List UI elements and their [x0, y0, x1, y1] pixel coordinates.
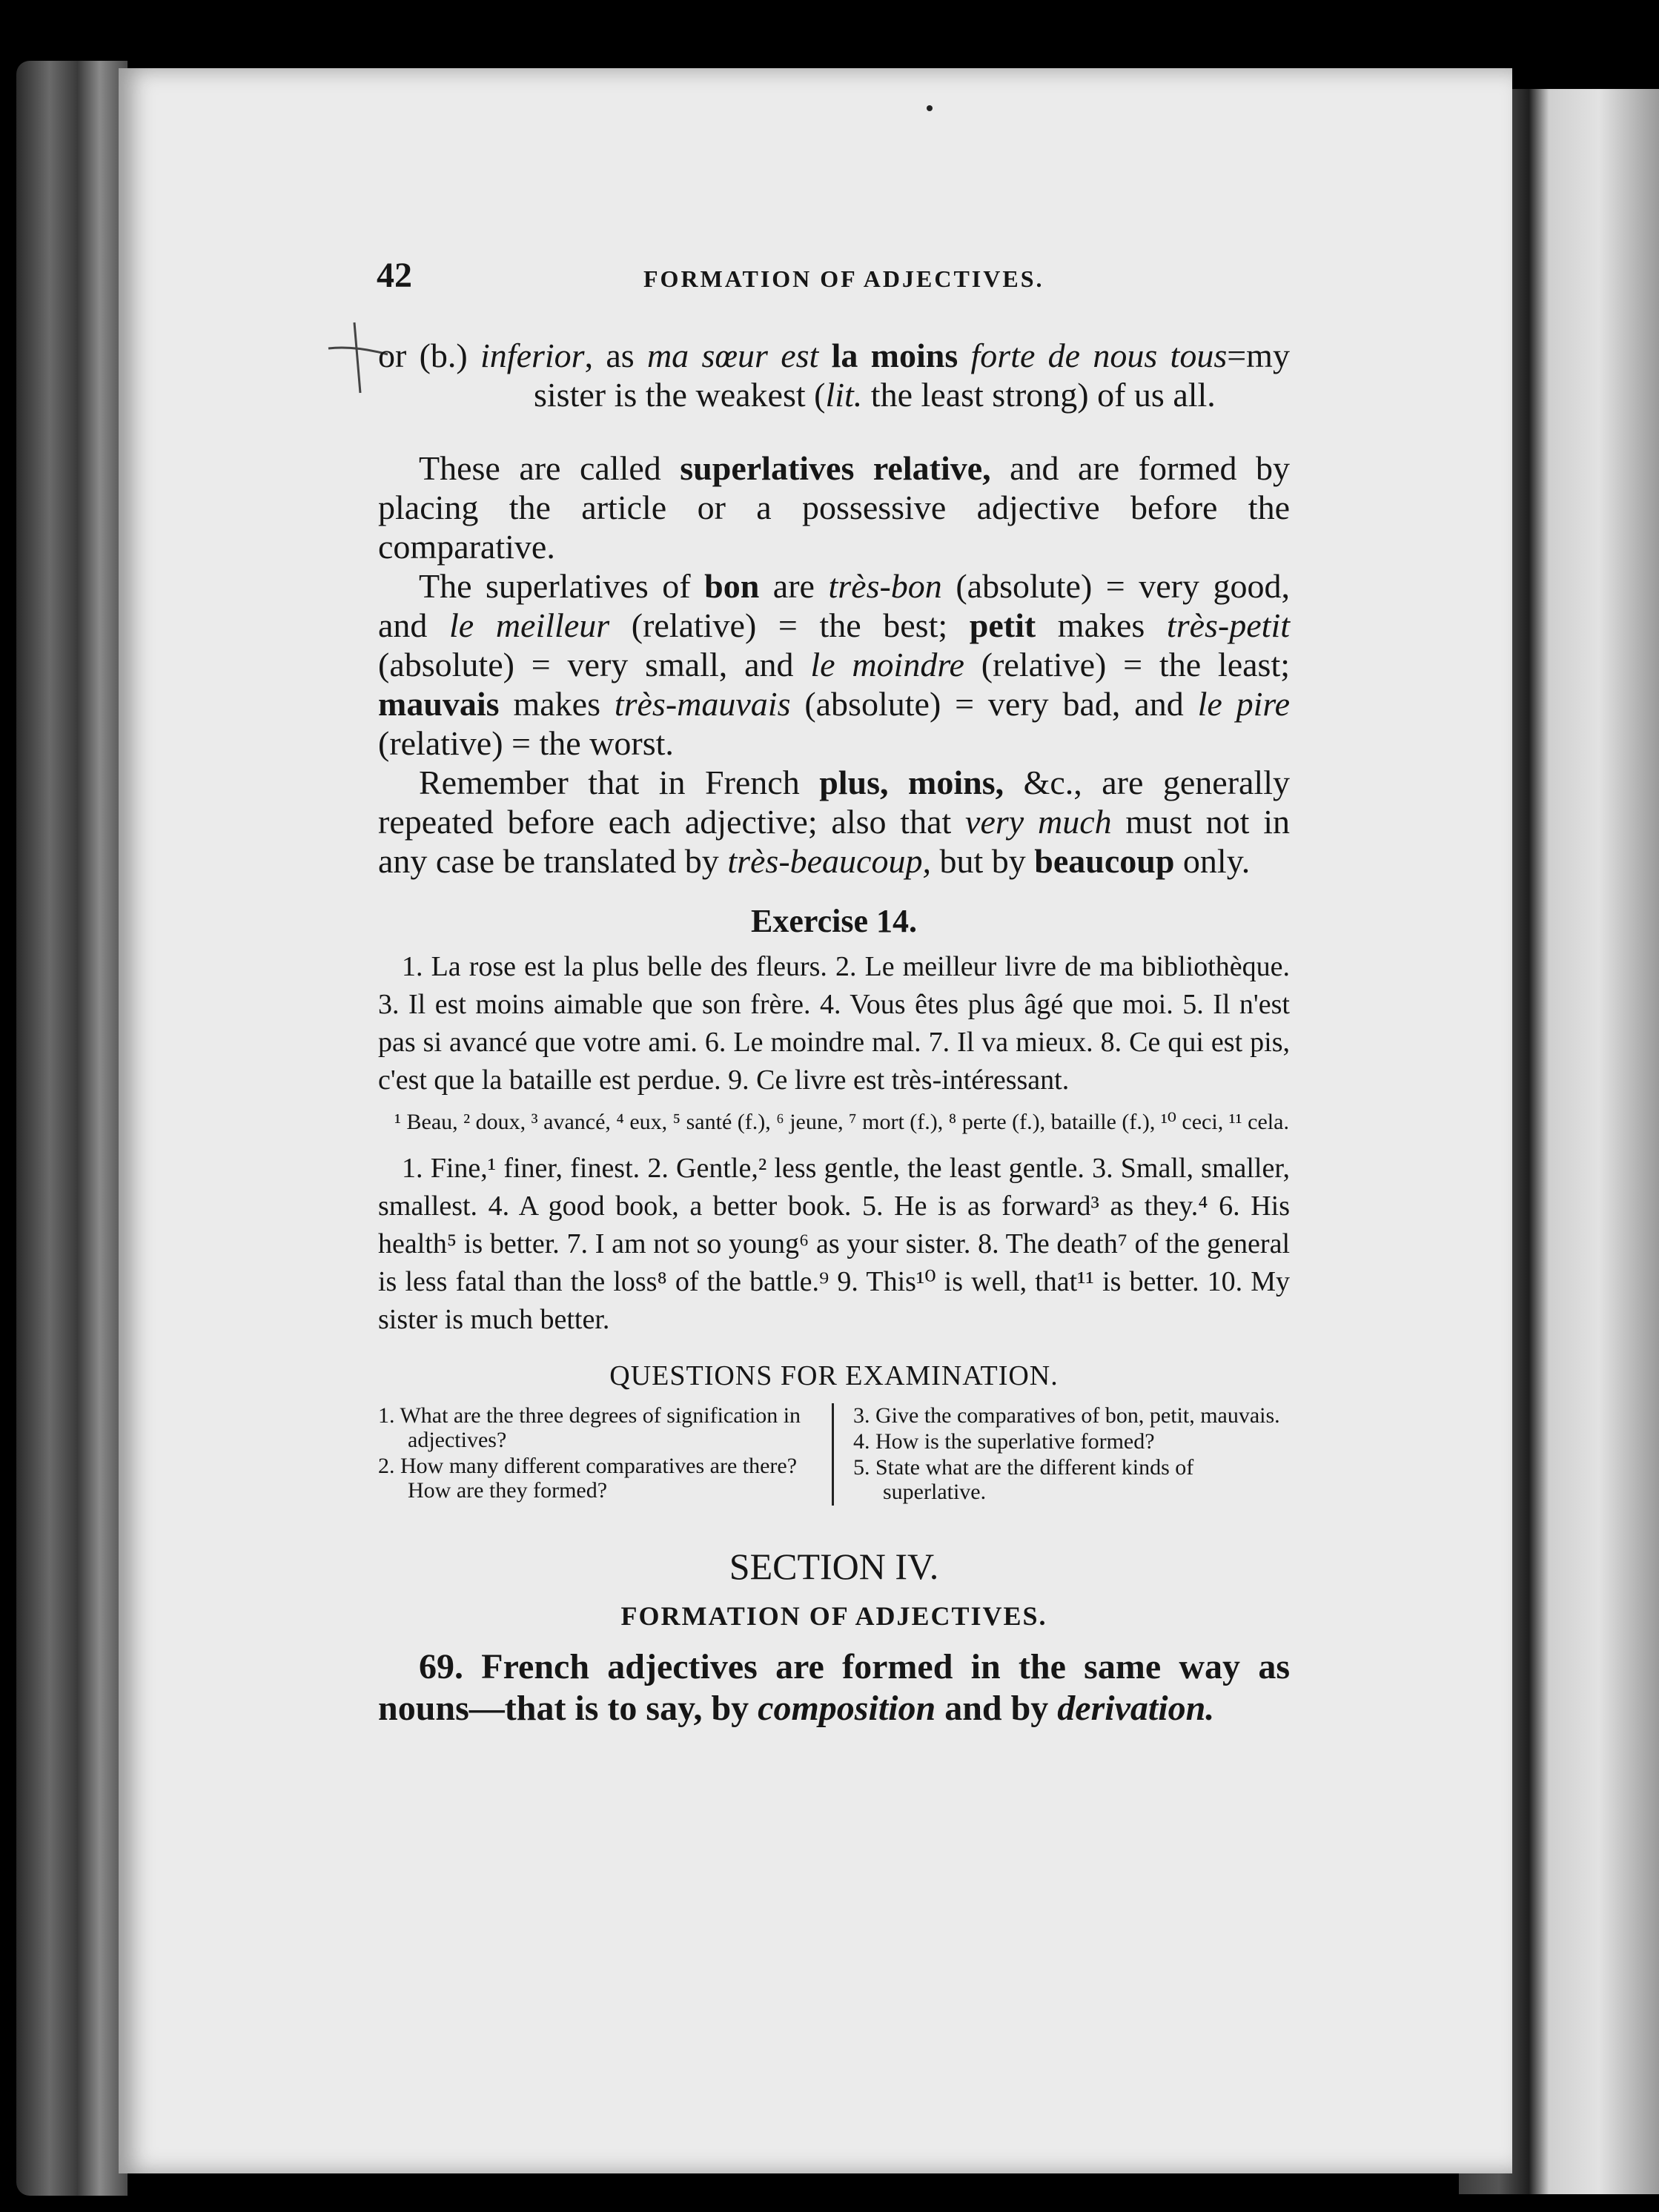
- text: (relative) = the worst.: [378, 724, 674, 762]
- text: mauvais: [378, 685, 500, 723]
- question-item: 2. How many different comparatives are there? How are they formed?: [378, 1454, 798, 1503]
- text: derivation.: [1057, 1689, 1215, 1728]
- section-heading: SECTION IV.: [729, 1546, 939, 1587]
- running-title: FORMATION OF ADJECTIVES.: [643, 265, 1044, 292]
- text: very much: [965, 803, 1112, 841]
- text: (absolute) = very bad, and: [790, 685, 1198, 723]
- question-item: 4. How is the superlative formed?: [853, 1429, 1155, 1454]
- text: très-beaucoup,: [727, 842, 931, 880]
- text: Remember that in French: [419, 764, 820, 801]
- questions-left-column: [378, 1403, 834, 1506]
- paragraph-69: [378, 1646, 1290, 1729]
- text: (absolute) = very good, and: [378, 567, 1290, 644]
- text: le moindre: [810, 646, 964, 683]
- text: and by: [936, 1689, 1058, 1728]
- text: bon: [704, 567, 760, 605]
- text: lit.: [825, 376, 863, 414]
- text: The superlatives of: [419, 567, 705, 605]
- text: These are called: [419, 449, 681, 487]
- question-item: 5. State what are the different kinds of superlative.: [853, 1455, 1194, 1504]
- text: très-petit: [1166, 606, 1290, 644]
- text: la moins: [831, 337, 971, 374]
- text: (absolute) = very small, and: [378, 646, 811, 683]
- text: (relative) = the best;: [609, 606, 970, 644]
- text: and are formed by placing the article or a possessive adjective before the comparative.: [378, 449, 1290, 566]
- text: très-mauvais: [614, 685, 791, 723]
- ink-dot: [927, 105, 933, 111]
- text: superlatives relative,: [680, 449, 991, 487]
- page-number: 42: [377, 256, 412, 295]
- exercise-vocabulary: ¹ Beau, ² doux, ³ avancé, ⁴ eux, ⁵ santé (f.), ⁶ jeune, ⁷ mort (f.), ⁸ perte (f.), bataille (f.), ¹⁰ ceci, ¹¹ cela.: [394, 1110, 1289, 1134]
- text: makes: [499, 685, 615, 723]
- questions-right-column: [834, 1403, 1290, 1506]
- text: are: [759, 567, 829, 605]
- text: beaucoup: [1034, 842, 1175, 880]
- text: &c., are generally repeated before each adjective; also that: [378, 764, 1290, 841]
- text: (relative) = the least;: [964, 646, 1291, 683]
- questions-heading: QUESTIONS FOR EXAMINATION.: [609, 1360, 1059, 1391]
- text: le meilleur: [449, 606, 610, 644]
- text: composition: [758, 1689, 936, 1728]
- exercise-french: 1. La rose est la plus belle des fleurs. 2. Le meilleur livre de ma bibliothèque. 3. Il est moins aimable que son frère. 4. Vous êtes plus âgé que moi. 5. Il n'est pas si avancé que votre ami. 6. Le moindre mal. 7. Il va mieux. 8. Ce qui est pis, c'est que la bataille est perdue. 9. Ce livre est très-intéressant.: [378, 951, 1290, 1096]
- question-item: 1. What are the three degrees of signification in adjectives?: [378, 1403, 801, 1452]
- text: , as: [584, 337, 647, 374]
- text: but by: [930, 842, 1035, 880]
- exercise-english: 1. Fine,¹ finer, finest. 2. Gentle,² less gentle, the least gentle. 3. Small, smaller, smallest. 4. A good book, a better book. 5. He is as forward³ as they.⁴ 6. His health⁵ is better. 7. I am not so young⁶ as your sister. 8. The death⁷ of the general is less fatal than the loss⁸ of the battle.⁹ 9. This¹⁰ is well, that¹¹ is better. 10. My sister is much better.: [378, 1153, 1290, 1335]
- text: plus, moins,: [819, 764, 1004, 801]
- text: =my sister is the weakest (: [534, 337, 1290, 414]
- text: forte de nous tous: [970, 337, 1228, 374]
- text: très-bon: [828, 567, 942, 605]
- page-content: [378, 256, 1290, 1729]
- text: must not in any case be translated by: [378, 803, 1290, 880]
- running-head: [377, 256, 1290, 299]
- question-item: 3. Give the comparatives of bon, petit, mauvais.: [853, 1403, 1280, 1428]
- text: makes: [1036, 606, 1167, 644]
- exercise-title: Exercise 14.: [750, 903, 918, 939]
- text: 69. French adjectives are formed in the same way as nouns—that is to say, by: [378, 1647, 1290, 1728]
- section-subheading: FORMATION OF ADJECTIVES.: [620, 1601, 1047, 1631]
- text: the least strong) of us all.: [862, 376, 1216, 414]
- text: petit: [969, 606, 1036, 644]
- text: inferior: [480, 337, 585, 374]
- text: or (b.): [378, 337, 481, 374]
- text: only.: [1174, 842, 1251, 880]
- text: le pire: [1197, 685, 1291, 723]
- inferior-example: [378, 336, 1290, 414]
- paragraph-superlatives-irregular: [378, 566, 1290, 763]
- paragraph-remember: [378, 763, 1290, 881]
- paragraph-superlatives-relative: [378, 448, 1290, 566]
- questions-block: [378, 1403, 1290, 1506]
- book-edge-left: [16, 61, 128, 2196]
- text: ma sœur est: [646, 337, 832, 374]
